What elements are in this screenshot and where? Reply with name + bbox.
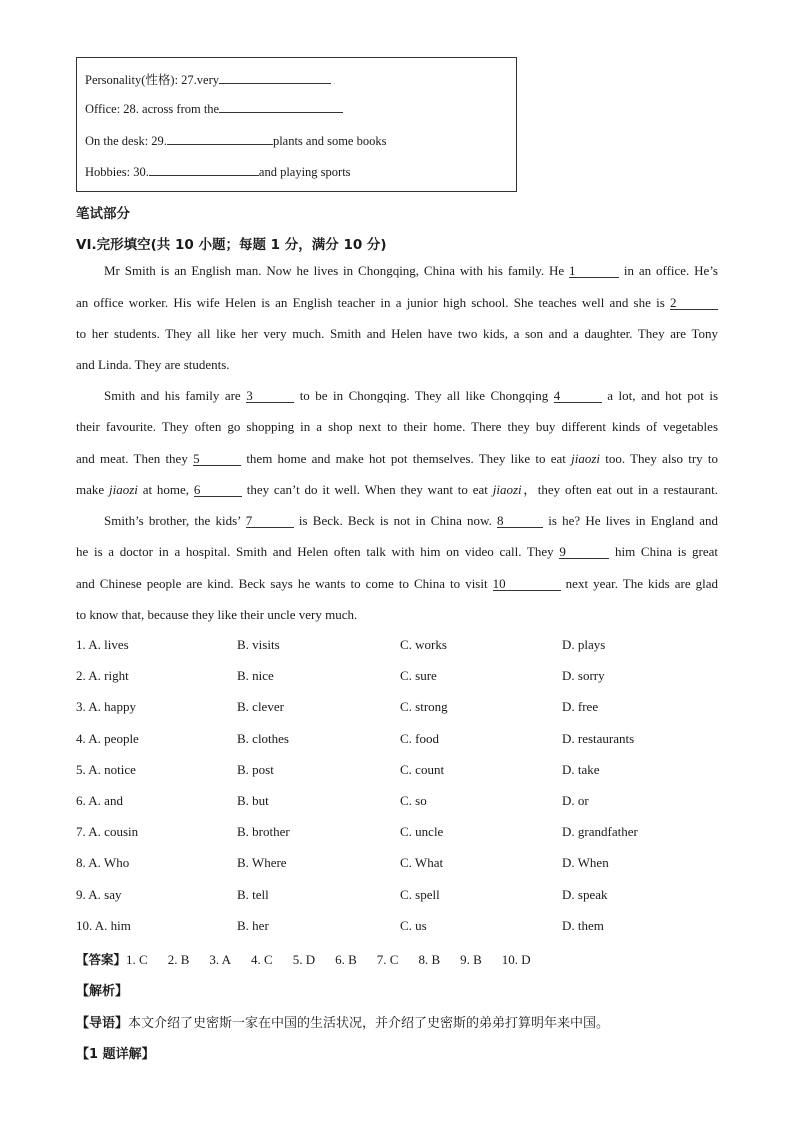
- desk-label: On the desk: 29.: [85, 134, 167, 148]
- option-d: D. sorry: [562, 668, 605, 684]
- option-b: B. post: [237, 761, 274, 777]
- blank-28: [219, 101, 343, 113]
- gap-10: 10: [493, 577, 561, 591]
- passage-line: make jiaozi at home, 6 they can’t do it well. When they want to eat jiaozi，they often eat out in a restaurant.: [76, 482, 718, 497]
- option-a: 2. A. right: [76, 668, 129, 684]
- passage-line: their favourite. They often go shopping in a shop next to their home. There they buy different kinds of vegetables: [76, 419, 718, 434]
- option-row: [76, 887, 726, 904]
- passage-line: and meat. Then they 5 them home and make hot pot themselves. They like to eat jiaozi too. They also try to: [76, 451, 718, 466]
- option-c: C. spell: [400, 886, 440, 902]
- gap-8: 8: [497, 514, 543, 528]
- passage-line: Smith’s brother, the kids’ 7 is Beck. Beck is not in China now. 8 is he? He lives in England and: [104, 513, 719, 528]
- option-c: C. uncle: [400, 824, 444, 840]
- passage-line: and Linda. They are students.: [76, 357, 230, 372]
- option-a: 3. A. happy: [76, 699, 136, 715]
- passage-line: he is a doctor in a hospital. Smith and Helen often talk with him on video call. They 9 him China is great: [76, 544, 718, 559]
- option-row: [76, 793, 726, 810]
- option-c: C. count: [400, 761, 445, 777]
- option-b: B. tell: [237, 886, 269, 902]
- option-a: 9. A. say: [76, 886, 122, 902]
- blank-29: [167, 133, 273, 145]
- passage-line: an office worker. His wife Helen is an English teacher in a junior high school. She teaches well and she is 2: [76, 294, 718, 311]
- hobbies-label: Hobbies: 30.: [85, 165, 149, 179]
- option-d: D. grandfather: [562, 824, 638, 840]
- option-d: D. free: [562, 699, 599, 715]
- passage-line: and Chinese people are kind. Beck says he wants to come to China to visit 10 next year. The kids are glad: [76, 576, 719, 591]
- desk-line: [85, 133, 386, 149]
- option-b: B. but: [237, 793, 269, 808]
- answer-item: 7. C: [376, 952, 399, 967]
- option-b: B. nice: [237, 668, 274, 684]
- option-d: D. speak: [562, 886, 608, 902]
- option-b: B. clever: [237, 699, 284, 715]
- option-d: D. restaurants: [562, 730, 635, 746]
- option-row: [76, 762, 726, 779]
- answer-item: 9. B: [460, 952, 482, 967]
- answer-item: 1. C: [126, 952, 148, 967]
- gap-3: 3: [246, 389, 294, 403]
- answer-item: 4. C: [251, 952, 273, 967]
- option-c: C. works: [400, 637, 447, 652]
- detail-tag: 【1 题详解】: [76, 1047, 155, 1062]
- option-row: [76, 731, 726, 748]
- gap-6: 6: [194, 483, 242, 497]
- option-c: C. strong: [400, 699, 448, 715]
- info-box: [76, 57, 517, 192]
- personality-line: [85, 70, 331, 88]
- gap-1: 1: [569, 264, 619, 278]
- option-d: D. or: [562, 793, 589, 808]
- blank-27: [219, 72, 331, 84]
- answer-item: 2. B: [167, 952, 190, 967]
- option-b: B. visits: [237, 637, 280, 652]
- option-row: [76, 824, 726, 841]
- option-a: 4. A. people: [76, 730, 139, 746]
- option-d: D. them: [562, 917, 604, 933]
- option-c: C. food: [400, 730, 439, 746]
- option-row: [76, 668, 726, 685]
- guide-line: [76, 1012, 609, 1031]
- answer-item: 6. B: [335, 952, 357, 967]
- option-b: B. brother: [237, 824, 290, 840]
- answer-item: 8. B: [418, 952, 441, 967]
- gap-5: 5: [193, 452, 241, 466]
- option-d: D. plays: [562, 637, 606, 652]
- gap-9: 9: [559, 545, 609, 559]
- gap-4: 4: [554, 389, 602, 403]
- desk-suffix: plants and some books: [272, 134, 387, 148]
- passage-line: Smith and his family are 3 to be in Chongqing. They all like Chongqing 4 a lot, and hot pot is: [104, 388, 719, 403]
- option-a: 10. A. him: [76, 917, 131, 933]
- option-b: B. her: [237, 917, 269, 933]
- option-c: C. What: [400, 855, 444, 871]
- option-a: 7. A. cousin: [76, 824, 139, 840]
- option-a: 5. A. notice: [76, 761, 136, 777]
- blank-30: [149, 164, 259, 176]
- option-a: 8. A. Who: [76, 855, 130, 871]
- passage-line: Mr Smith is an English man. Now he lives in Chongqing, China with his family. He 1 in an office. He’s: [104, 263, 718, 278]
- gap-2: 2: [670, 296, 718, 310]
- guide-text: 本文介绍了史密斯一家在中国的生活状况，并介绍了史密斯的弟弟打算明年来中国。: [128, 1016, 610, 1031]
- guide-tag: 【导语】: [76, 1016, 129, 1031]
- option-b: B. clothes: [237, 730, 289, 746]
- hobbies-line: [85, 164, 351, 180]
- option-row: [76, 855, 726, 872]
- option-a: 6. A. and: [76, 793, 123, 808]
- option-a: 1. A. lives: [76, 637, 129, 652]
- option-row: [76, 918, 726, 935]
- written-section-heading: 笔试部分: [76, 206, 130, 222]
- answer-item: 3. A: [209, 952, 232, 967]
- answer-line: [76, 950, 551, 968]
- personality-label: Personality(性格): 27.very: [85, 73, 220, 87]
- option-row: [76, 637, 726, 654]
- option-row: [76, 699, 726, 716]
- gap-7: 7: [246, 514, 294, 528]
- option-d: D. take: [562, 761, 600, 777]
- option-c: C. so: [400, 793, 427, 808]
- office-label: Office: 28. across from the: [85, 102, 220, 116]
- answer-item: 10. D: [501, 952, 531, 967]
- hobbies-suffix: and playing sports: [258, 165, 351, 179]
- option-d: D. When: [562, 855, 609, 871]
- passage-line: to her students. They all like her very much. Smith and Helen have two kids, a son and a daughter. They are Tony: [76, 326, 718, 341]
- answer-item: 5. D: [292, 952, 316, 967]
- passage-line: to know that, because they like their uncle very much.: [76, 607, 358, 622]
- answer-values: [126, 952, 551, 967]
- option-c: C. us: [400, 917, 427, 933]
- analysis-tag: 【解析】: [76, 984, 129, 999]
- option-c: C. sure: [400, 668, 437, 684]
- option-b: B. Where: [237, 855, 287, 871]
- office-line: [85, 101, 343, 117]
- answer-tag: 【答案】: [76, 952, 127, 967]
- cloze-section-title: VI.完形填空(共 10 小题；每题 1 分，满分 10 分): [76, 237, 387, 253]
